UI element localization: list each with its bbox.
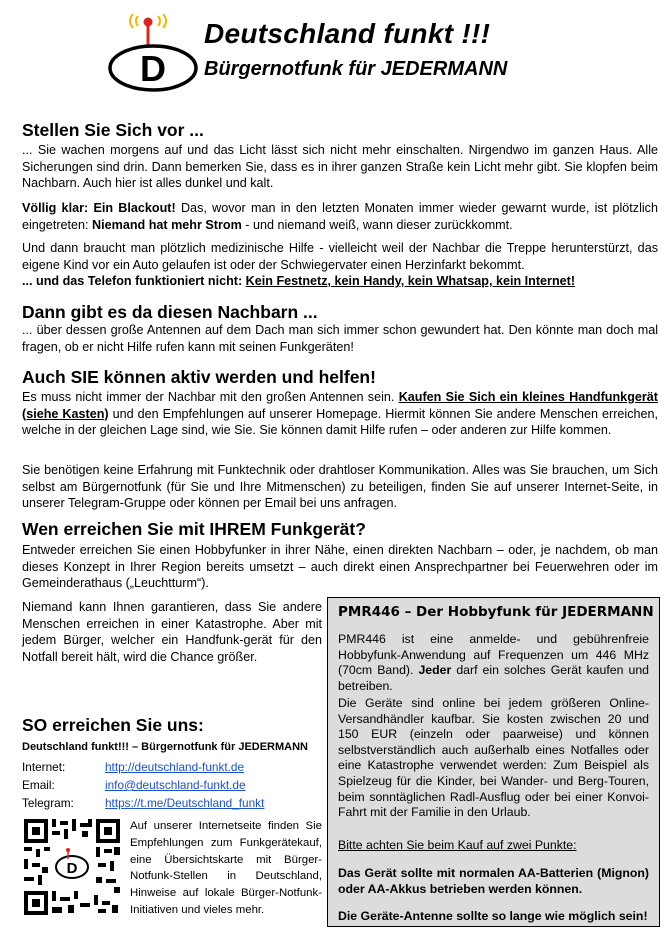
paragraph-intro: ... Sie wachen morgens auf und das Licht lässt sich nicht mehr einschalten. Nirgendwo im ganzen Haus. Alle Sicherungen sind drin. Dann bemerken Sie, dass es in ihrer ganzen Straße kein Licht mehr gibt. Sie klopfen beim Nachbarn. Auch hier ist alles dunkel und kalt. (22, 143, 658, 191)
section-heading-contact: SO erreichen Sie uns: (22, 715, 204, 735)
telegram-label: Telegram: (22, 796, 74, 810)
paragraph-guarantee: Niemand kann Ihnen garantieren, dass Sie andere Menschen erreichen in einer Katastrophe. Aber mit jedem Bürger, welcher ein Handfunk-gerät für den Notfall bereit hält, wird die Chance größer. (22, 600, 322, 664)
buy-text-end: und den Empfehlungen auf unserer Homepage. Hiermit können Sie andere Menschen erreichen, welche in der gleichen Lage sind, wie Sie. Sie können damit Hilfe rufen – oder anderen zur Hilfe kommen. (22, 406, 659, 438)
pmr-paragraph-batteries: Das Gerät sollte mit normalen AA-Batterien (Mignon) oder AA-Akkus betrieben werden können. (338, 866, 649, 896)
buy-text: Es muss nicht immer der Nachbar mit den großen Antennen sein. (22, 390, 399, 404)
pmr-paragraph-intro (338, 632, 649, 694)
pmr-paragraph-attention: Bitte achten Sie beim Kauf auf zwei Punkte: (338, 838, 577, 852)
contact-org: Deutschland funkt!!! – Bürgernotfunk für JEDERMANN (22, 741, 308, 753)
pmr-paragraph-antenna: Die Geräte-Antenne sollte so lange wie möglich sein! (338, 909, 648, 923)
section-heading-neighbor: Dann gibt es da diesen Nachbarn ... (22, 302, 318, 322)
no-power-bold: Niemand hat mehr Strom (92, 217, 242, 232)
internet-label: Internet: (22, 760, 66, 774)
page-title: Deutschland funkt !!! (204, 18, 491, 49)
qr-description: Auf unserer Internetseite finden Sie Empfehlungen zum Funkgerätekauf, eine Übersichtskarte mit Bürger-Notfunk-Stellen in Deutschland, Hinweise auf lokale Bürger-Notfunk-Initiativen und vieles mehr. (130, 820, 322, 916)
paragraph-medical: Und dann braucht man plötzlich medizinische Hilfe - vielleicht weil der Nachbar die Treppe herunterstürzt, das eigene Kind vor ein Auto gelaufen ist oder der Schwiegervater einen Herzinfarkt bekommt. (22, 241, 658, 272)
paragraph-neighbor: ... über dessen große Antennen auf dem Dach man sich immer schon gewundert hat. Den könnte man doch mal fragen, ob er nicht Hilfe rufen kann mit seinen Funkgeräten! (22, 323, 658, 354)
paragraph-buy-device (22, 389, 658, 439)
logo-d-antenna (108, 12, 202, 92)
paragraph-blackout (22, 200, 658, 233)
telegram-link[interactable]: https://t.me/Deutschland_funkt (105, 796, 265, 810)
email-label: Email: (22, 778, 55, 792)
blackout-bold: Völlig klar: Ein Blackout! (22, 201, 176, 215)
pmr-paragraph-purchase: Die Geräte sind online bei jedem größeren Online-Versandhändler kaufbar. Sie kosten zwischen 20 und 150 EUR (einzeln oder paarweise) und können selbstverständlich auch außerhalb eines Notfalles oder eine Katastrophe verwendet werden: Zum Beispiel als Spielzeug für die Kinder, bei Wander- und Berg-Touren, beim sonntäglichen Radl-Ausflug oder bei einer Konvoi-Fahrt mit der Familie in den Urlaub. (338, 696, 649, 820)
no-phone-underline: Kein Festnetz, kein Handy, kein Whatsap, kein Internet! (245, 274, 576, 288)
blackout-text-end: - und niemand weiß, wann dieser zurückkommt. (241, 217, 513, 232)
page-subtitle: Bürgernotfunk für JEDERMANN (204, 58, 508, 80)
buy-device-bold: Kaufen Sie Sich ein kleines Handfunkgerät (siehe Kasten) (22, 390, 658, 421)
pmr-intro-text: PMR446 ist eine anmelde- und gebührenfreie Hobbyfunk-Anwendung auf Frequenzen um 446 MHz (70cm Band). (338, 632, 649, 678)
paragraph-no-experience: Sie benötigen keine Erfahrung mit Funktechnik oder drahtloser Kommunikation. Alles was Sie brauchen, um Sich selbst am Bürgernotfunk (für Sie und Ihre Mitmenschen) zu beteiligen, finden Sie auf unserer Internet-Seite, in unserer Telegram-Gruppe oder können per Email bei uns anfragen. (22, 463, 658, 511)
no-phone-bold: ... und das Telefon funktioniert nicht: (22, 274, 246, 288)
blackout-text: Das, wovor man in den letzten Monaten immer wieder gewarnt wurde, ist plötzlich eingetreten: (22, 201, 658, 232)
paragraph-no-phone (22, 273, 658, 290)
logo-letter: D (140, 48, 166, 89)
pmr-jeder-bold: Jeder (418, 663, 452, 678)
qr-logo-letter: D (66, 860, 78, 877)
pmr-box-title: PMR446 – Der Hobbyfunk für JEDERMANN (338, 604, 654, 620)
email-link[interactable]: info@deutschland-funkt.de (105, 778, 246, 792)
pmr446-info-box (327, 597, 660, 927)
section-heading-reach: Wen erreichen Sie mit IHREM Funkgerät? (22, 519, 366, 539)
qr-code[interactable] (22, 817, 122, 917)
paragraph-reach: Entweder erreichen Sie einen Hobbyfunker in ihrer Nähe, einen direkten Nachbarn – oder, je nachdem, ob man dieses Konzept in Ihrer Region bereits umsetzt – auch direkt einen Ansprechpartner bei Feuerwehren oder im Gemeinderathaus („Leuchtturm“). (22, 543, 658, 591)
section-heading-imagine: Stellen Sie Sich vor ... (22, 120, 204, 140)
section-heading-active: Auch SIE können aktiv werden und helfen! (22, 367, 376, 387)
internet-link[interactable]: http://deutschland-funkt.de (105, 760, 245, 774)
pmr-intro-text-end: darf ein solches Gerät kaufen und betreiben. (338, 663, 649, 693)
